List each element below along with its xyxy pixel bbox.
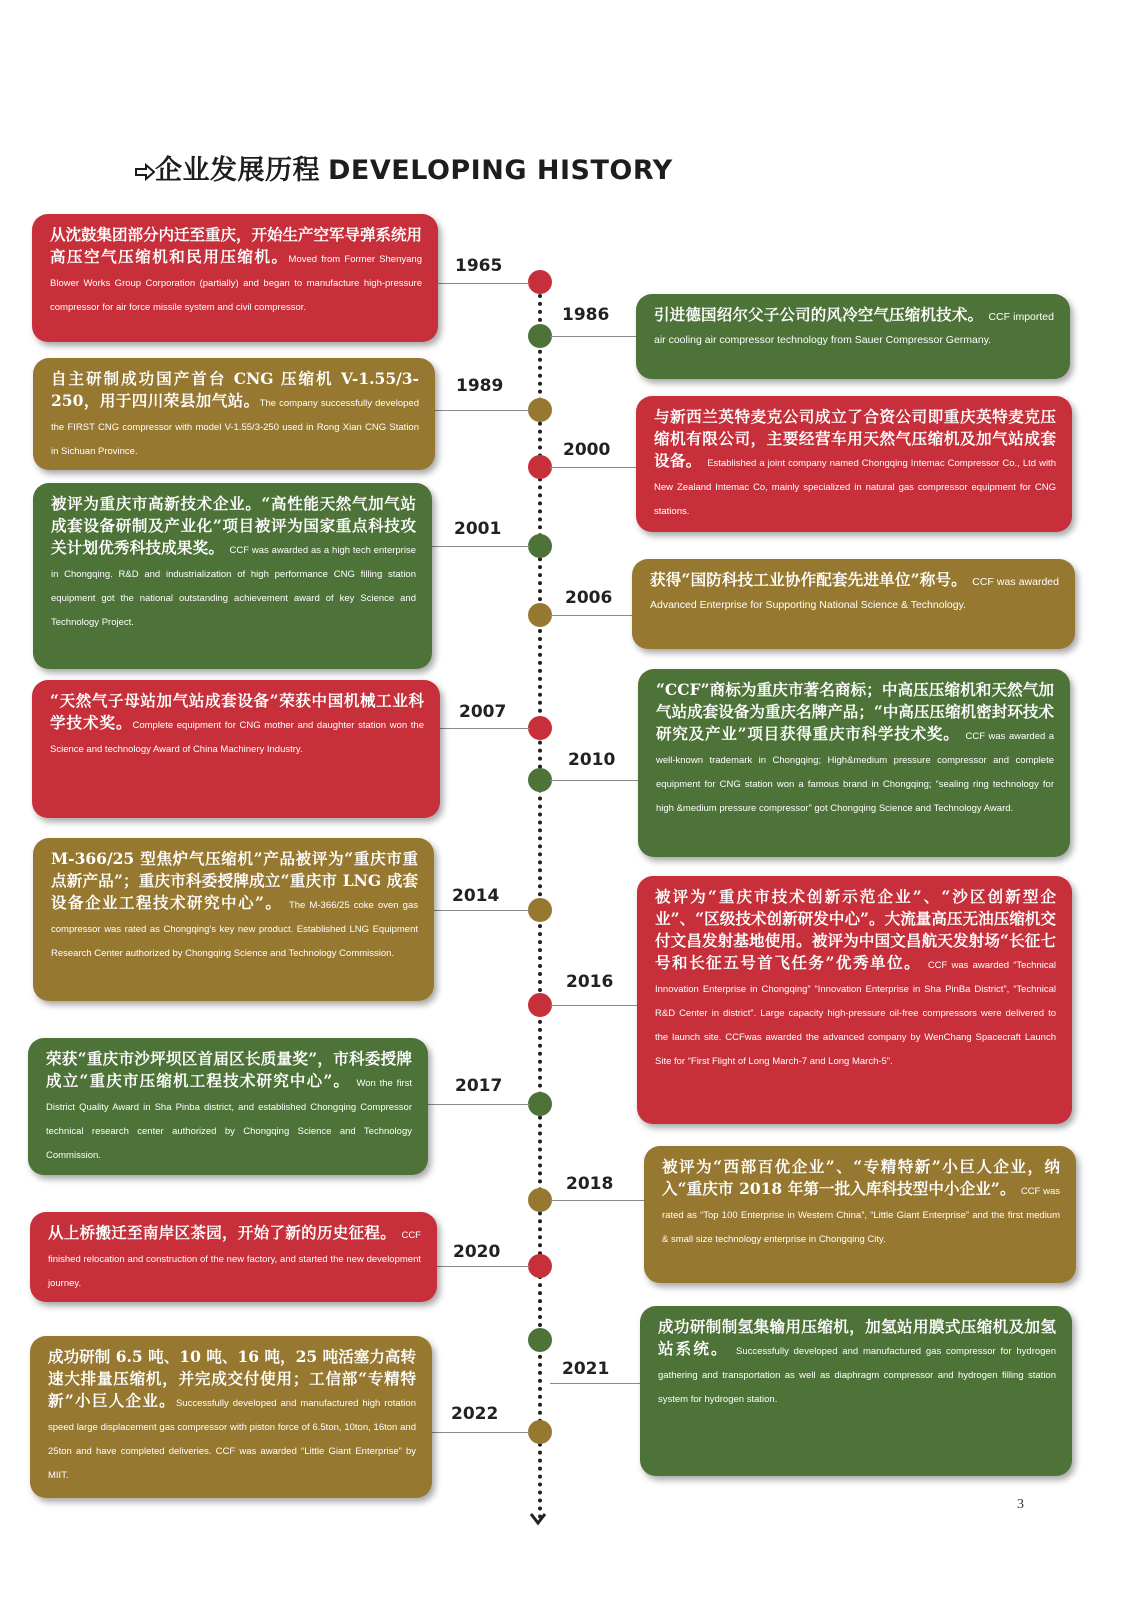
timeline-dot-2007 xyxy=(528,716,552,740)
timeline-dot-1965 xyxy=(528,270,552,294)
event-zh: 自主研制成功国产首台 CNG 压缩机 V-1.55/3-250，用于四川荣县加气站。 xyxy=(51,369,419,410)
event-zh: 获得“国防科技工业协作配套先进单位”称号。 xyxy=(650,570,967,589)
timeline-dot-2014 xyxy=(528,898,552,922)
timeline-dot-2016 xyxy=(528,993,552,1017)
event-zh: 成功研制 6.5 吨、10 吨、16 吨，25 吨活塞力高转速大排量压缩机，并完成交付使用；工信部“专精特新”小巨人企业。 xyxy=(48,1347,416,1410)
year-label: 1965 xyxy=(455,256,503,276)
event-zh: 成功研制制氢集输用压缩机，加氢站用膜式压缩机及加氢站系统。 xyxy=(658,1317,1056,1358)
timeline-dot-2006 xyxy=(528,603,552,627)
event-card-2020 xyxy=(30,1212,437,1302)
timeline-dot-2000 xyxy=(528,455,552,479)
event-zh: “天然气子母站加气站成套设备”荣获中国机械工业科学技术奖。 xyxy=(50,691,424,732)
year-label: 2010 xyxy=(568,750,616,770)
event-en: CCF was awarded Advanced Enterprise for Supporting National Science & Technology. xyxy=(650,576,1059,611)
event-card-1965 xyxy=(32,214,438,342)
connector-1989 xyxy=(435,410,530,411)
event-zh: 被评为“重庆市技术创新示范企业”、“沙区创新型企业”、“区级技术创新研发中心”。大流量高压无油压缩机交付文昌发射基地使用。被评为中国文昌航天发射场“长征七号和长征五号首飞任务”优秀单位。 xyxy=(655,887,1056,972)
event-card-2016 xyxy=(637,876,1072,1124)
event-en: The company successfully developed the FIRST CNG compressor with model V-1.55/3-250 used in Rong Xian CNG Station in Sichuan Province. xyxy=(51,398,419,457)
event-card-2010 xyxy=(638,669,1070,857)
event-zh: 被评为重庆市高新技术企业。“高性能天然气加气站成套设备研制及产业化”项目被评为国家重点科技攻关计划优秀科技成果奖。 xyxy=(51,494,416,557)
title-zh: 企业发展历程 xyxy=(155,155,320,186)
year-label: 2017 xyxy=(455,1076,503,1096)
timeline-dot-2010 xyxy=(528,768,552,792)
event-card-2018 xyxy=(644,1146,1076,1283)
event-en: CCF was awarded a well-known trademark in Chongqing; High&medium pressure compressor and complete equipment for CNG station won a famous brand in Chongqing; “sealing ring technology for high &medium pressure compressor” got Chongqing Science and Technology Award. xyxy=(656,731,1055,814)
connector-2007 xyxy=(440,728,530,729)
page-title xyxy=(135,148,673,187)
year-label: 2018 xyxy=(566,1174,614,1194)
event-card-2014 xyxy=(33,838,434,1001)
arrow-down-icon xyxy=(529,1511,547,1527)
timeline-dot-2017 xyxy=(528,1092,552,1116)
event-zh: 从上桥搬迁至南岸区茶园，开始了新的历史征程。 xyxy=(48,1223,397,1242)
event-zh: “CCF”商标为重庆市著名商标；中高压压缩机和天然气加气站成套设备为重庆名牌产品；“中高压压缩机密封环技术研究及产业”项目获得重庆市科学技术奖。 xyxy=(656,680,1054,743)
event-en: CCF was awarded “Technical Innovation Enterprise in Chongqing” “Innovation Enterprise in Sha PinBa District”, “Technical R&D Center in district”. Large capacity high-pressure oil-free compressors were delivered to the launch site. CCFwas awarded the advanced company by WenChang Spacecraft Launch Site for “First Flight of Long March-7 and Long March-5”. xyxy=(655,960,1056,1067)
event-en: Moved from Former Shenyang Blower Works Group Corporation (partially) and began to manufacture high-pressure compressor for air force missile system and civil compressor. xyxy=(50,254,422,313)
year-label: 2006 xyxy=(565,588,613,608)
event-card-2007 xyxy=(32,680,440,818)
event-en: Won the first District Quality Award in Sha Pinba district, and established Chongqing Compressor technical research center authorized by Chongqing Science and Technology Commission. xyxy=(46,1078,412,1161)
connector-2018 xyxy=(550,1200,644,1201)
connector-2014 xyxy=(434,910,530,911)
year-label: 2016 xyxy=(566,972,614,992)
event-card-2017 xyxy=(28,1038,428,1175)
connector-1986 xyxy=(550,336,638,337)
event-en: The M-366/25 coke oven gas compressor was rated as Chongqing's key new product. Established LNG Equipment Research Center authorized by Chongqing Science and Technology Commission. xyxy=(51,900,419,959)
connector-2010 xyxy=(550,780,638,781)
event-zh: 与新西兰英特麦克公司成立了合资公司即重庆英特麦克压缩机有限公司，主要经营车用天然气压缩机及加气站成套设备。 xyxy=(654,407,1056,470)
event-zh: M-366/25 型焦炉气压缩机”产品被评为“重庆市重点新产品”；重庆市科委授牌成立“重庆市 LNG 成套设备企业工程技术研究中心”。 xyxy=(51,849,418,912)
event-card-2022 xyxy=(30,1336,432,1498)
event-en: CCF imported air cooling air compressor technology from Sauer Compressor Germany. xyxy=(654,311,1054,346)
event-card-2001 xyxy=(33,483,432,669)
event-en: CCF was rated as “Top 100 Enterprise in Western China”, “Little Giant Enterprise” and the first medium & small size technology enterprise in Chongqing City. xyxy=(662,1186,1060,1245)
event-en: Successfully developed and manufactured gas compressor for hydrogen gathering and transportation as well as diaphragm compressor and hydrogen filling station system for hydrogen station. xyxy=(658,1346,1056,1405)
event-en: Complete equipment for CNG mother and daughter station won the Science and technology Award of China Machinery Industry. xyxy=(50,720,424,755)
connector-2001 xyxy=(432,546,530,547)
event-card-1989 xyxy=(33,358,435,470)
event-en: Established a joint company named Chongqing Intemac Compressor Co., Ltd with New Zealand Intemac Co, mainly specialized in natural gas compressor equipment for CNG stations. xyxy=(654,458,1056,517)
title-en: DEVELOPING HISTORY xyxy=(328,155,673,186)
year-label: 1989 xyxy=(456,376,504,396)
connector-2017 xyxy=(428,1104,530,1105)
timeline-dot-2020 xyxy=(528,1254,552,1278)
event-zh: 引进德国绍尔父子公司的风冷空气压缩机技术。 xyxy=(654,305,984,324)
event-zh: 从沈鼓集团部分内迁至重庆，开始生产空军导弹系统用高压空气压缩机和民用压缩机。 xyxy=(50,225,423,266)
event-card-2021 xyxy=(640,1306,1072,1476)
event-card-2000 xyxy=(636,396,1072,532)
timeline-dot-1989 xyxy=(528,398,552,422)
year-label: 2021 xyxy=(562,1359,610,1379)
event-card-1986 xyxy=(636,294,1070,379)
event-en: CCF finished relocation and construction of the new factory, and started the new development journey. xyxy=(48,1230,421,1289)
event-zh: 荣获“重庆市沙坪坝区首届区长质量奖”，市科委授牌成立“重庆市压缩机工程技术研究中心”。 xyxy=(46,1049,412,1090)
page-number: 3 xyxy=(1017,1497,1024,1512)
event-en: CCF was awarded as a high tech enterprise in Chongqing. R&D and industrialization of high performance CNG filling station equipment got the national outstanding achievement award of key Science and Technology Project. xyxy=(51,545,416,628)
year-label: 2022 xyxy=(451,1404,499,1424)
event-card-2006 xyxy=(632,559,1075,649)
connector-2020 xyxy=(437,1266,530,1267)
connector-2022 xyxy=(432,1432,530,1433)
year-label: 2020 xyxy=(453,1242,501,1262)
timeline-dot-2021 xyxy=(528,1328,552,1352)
event-en: Successfully developed and manufactured high rotation speed large displacement gas compressor with piston force of 6.5ton, 10ton, 16ton and 25ton and have completed deliveries. CCF was awarded “Little Giant Enterprise” by MIIT. xyxy=(48,1398,416,1481)
timeline-dot-2022 xyxy=(528,1420,552,1444)
year-label: 2001 xyxy=(454,519,502,539)
timeline-dot-1986 xyxy=(528,324,552,348)
year-label: 2000 xyxy=(563,440,611,460)
connector-1965 xyxy=(438,283,530,284)
connector-2006 xyxy=(550,615,636,616)
year-label: 2007 xyxy=(459,702,507,722)
connector-2016 xyxy=(550,1005,637,1006)
year-label: 1986 xyxy=(562,305,610,325)
connector-2021 xyxy=(550,1383,640,1384)
timeline-dot-2001 xyxy=(528,534,552,558)
timeline-dot-2018 xyxy=(528,1188,552,1212)
connector-2000 xyxy=(550,467,638,468)
arrow-right-icon xyxy=(135,163,155,181)
year-label: 2014 xyxy=(452,886,500,906)
event-zh: 被评为“西部百优企业”、“专精特新”小巨人企业，纳入“重庆市 2018 年第一批入库科技型中小企业”。 xyxy=(662,1157,1060,1198)
